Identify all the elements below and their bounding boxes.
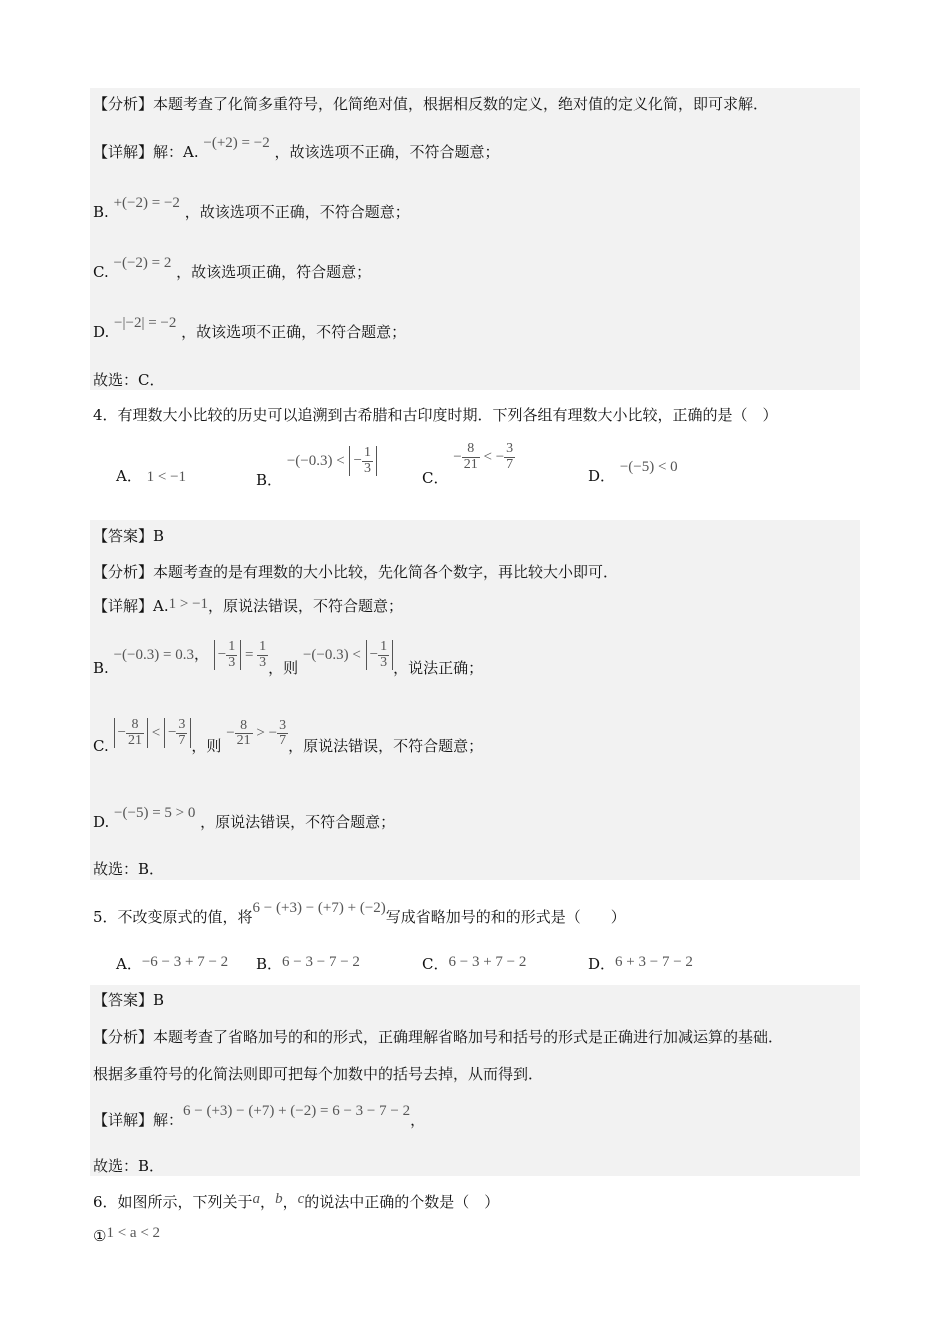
fraction-denominator: 3 (228, 654, 236, 670)
fraction-numerator: 1 (363, 445, 371, 460)
math-expression: − $\frac{8}{21}$ > − $\frac{3}{7}$ (226, 717, 287, 749)
detail-text: ，故该选项不正确，不符合题意； (274, 143, 500, 161)
detail-prefix: 【详解】解： (93, 1111, 184, 1129)
detail-3-d (93, 315, 407, 343)
q5-option-a[interactable] (116, 954, 228, 975)
absolute-value: − $\frac{1}{3}$ (366, 640, 393, 670)
analysis-4: 【分析】本题考查的是有理数的大小比较，先化简各个数字，再比较大小即可． (93, 563, 619, 581)
fraction-numerator: 1 (228, 639, 236, 654)
math-expression: 6 + 3 − 7 − 2 (615, 954, 693, 970)
fraction (257, 640, 268, 670)
fraction-numerator: 8 (235, 719, 253, 735)
fraction-denominator: 3 (380, 654, 388, 670)
math-expression: −(−5) = 5 > 0 (114, 805, 196, 821)
stem-suffix: 的说法中正确的个数是（ ） (304, 1193, 500, 1211)
analysis-3: 【分析】本题考查了化简多重符号，化简绝对值，根据相反数的定义，绝对值的定义化简，即可求解． (93, 95, 769, 113)
math-expression: −(−5) < 0 (619, 459, 678, 475)
math-expression: −(+2) = −2 (203, 135, 270, 151)
math-expression: 6 − 3 − 7 − 2 (282, 954, 360, 970)
fraction-denominator: 21 (463, 456, 478, 472)
equals-sign: = (241, 647, 258, 664)
fraction-numerator: 3 (178, 717, 186, 732)
fraction-denominator: 21 (236, 733, 251, 749)
math-expression: −(−0.3) = 0.3 (113, 647, 194, 664)
q5-option-d[interactable] (588, 954, 693, 975)
option-label: A． (116, 955, 142, 973)
question-4-stem: 4．有理数大小比较的历史可以追溯到古希腊和古印度时期．下列各组有理数大小比较，正确的是（ ） (93, 406, 778, 424)
math-expression: − $\frac{8}{21}$ < − $\frac{3}{7}$ (453, 441, 514, 472)
option-label: C． (422, 468, 449, 487)
fraction-numerator: 8 (126, 718, 144, 734)
fraction-denominator: 21 (127, 732, 142, 748)
question-5-stem (93, 900, 626, 928)
detail-then: ，则 (268, 659, 299, 678)
q4-option-d[interactable] (588, 459, 678, 485)
option-label: D． (588, 467, 616, 485)
question-6-item-1 (93, 1226, 160, 1247)
fraction-numerator: 1 (259, 639, 267, 654)
detail-text: ，故该选项正确，符合题意； (176, 263, 372, 281)
item-marker: ① (93, 1227, 107, 1245)
detail-text: ，说法正确； (393, 659, 484, 678)
option-label: B. (93, 203, 109, 221)
separator: ， (282, 1193, 298, 1211)
detail-3-a (93, 135, 500, 163)
fraction-numerator: 3 (279, 717, 287, 733)
option-label: D. (93, 323, 110, 341)
q5-option-b[interactable] (256, 954, 360, 975)
detail-text: ，原说法错误，不符合题意； (200, 813, 396, 831)
detail-4-b: B. −(−0.3) = 0.3， − $\frac{1}{3}$ = $\frac{1}{3}$ ，则 −(−0.3) < − $\frac{1}{3}$ ，说法正确； (93, 639, 484, 678)
detail-3-c (93, 255, 372, 283)
fraction-denominator: 7 (506, 456, 514, 472)
stem-prefix: 6．如图所示，下列关于 (93, 1193, 253, 1211)
math-expression: 6 − (+3) − (+7) + (−2) = 6 − 3 − 7 − 2 (183, 1103, 411, 1119)
detail-4-c (93, 718, 483, 758)
fraction-denominator: 3 (363, 460, 371, 476)
absolute-value: − $\frac{1}{3}$ (349, 446, 376, 476)
detail-4-d (93, 805, 396, 833)
choose-4: 故选：B． (93, 860, 165, 878)
detail-text: ，原说法错误，不符合题意； (288, 737, 484, 756)
absolute-value: − $\frac{3}{7}$ (164, 718, 191, 748)
detail-text: ，故该选项不正确，不符合题意； (184, 203, 410, 221)
detail-5 (93, 1103, 426, 1131)
choose-3: 故选：C． (93, 371, 165, 389)
stem-prefix: 5．不改变原式的值，将 (93, 908, 253, 926)
math-expression: −(−0.3) < (286, 453, 345, 470)
stem-suffix: 写成省略加号的和的形式是（ ） (385, 908, 626, 926)
option-label: B． (256, 471, 283, 490)
choose-5: 故选：B． (93, 1157, 165, 1175)
math-expression: 1 < −1 (146, 469, 187, 485)
math-expression: −(−0.3) < (302, 647, 361, 664)
math-expression: 1 < a < 2 (106, 1225, 161, 1241)
detail-text: ，故该选项不正确，不符合题意； (181, 323, 407, 341)
fraction-numerator: 1 (380, 639, 388, 654)
option-label: C. (93, 263, 109, 281)
variable-a: a (252, 1191, 261, 1207)
detail-text: ，原说法错误，不符合题意； (208, 597, 404, 615)
absolute-value: − $\frac{1}{3}$ (214, 640, 241, 670)
variable-c: c (297, 1191, 305, 1207)
answer-4: 【答案】B (93, 527, 165, 545)
math-expression: +(−2) = −2 (113, 195, 180, 211)
variable-b: b (275, 1191, 283, 1207)
math-expression: −|−2| = −2 (114, 315, 177, 331)
question-6-stem (93, 1192, 499, 1213)
separator: ， (260, 1193, 276, 1211)
q4-option-a[interactable] (116, 466, 186, 487)
detail-prefix: 【详解】A. (93, 597, 169, 615)
fraction-denominator: 3 (259, 654, 267, 670)
option-label: C． (422, 955, 449, 973)
detail-then: ，则 (191, 737, 222, 756)
math-expression: 1 > −1 (168, 596, 209, 612)
solution-block-3 (90, 88, 860, 390)
detail-prefix: 【详解】解：A. (93, 143, 199, 161)
q4-option-b[interactable] (256, 445, 377, 490)
option-label: B. (93, 659, 109, 678)
option-label: D. (93, 813, 110, 831)
option-label: A． (116, 467, 142, 485)
math-expression: −(−2) = 2 (113, 255, 172, 271)
detail-4-a (93, 596, 403, 617)
analysis-5-line-2: 根据多重符号的化简法则即可把每个加数中的括号去掉，从而得到． (93, 1065, 544, 1083)
analysis-5-line-1: 【分析】本题考查了省略加号的和的形式，正确理解省略加号和括号的形式是正确进行加减运算的基础． (93, 1028, 784, 1046)
less-than-sign: < (147, 725, 164, 742)
detail-3-b (93, 195, 410, 223)
answer-5: 【答案】B (93, 991, 165, 1009)
absolute-value: − $\frac{8}{21}$ (114, 718, 148, 748)
fraction-numerator: 3 (506, 441, 514, 456)
fraction-denominator: 7 (178, 732, 186, 748)
option-label: B． (256, 955, 283, 973)
math-expression: 6 − (+3) − (+7) + (−2) (252, 900, 386, 916)
q5-option-c[interactable] (422, 954, 526, 975)
option-label: D． (588, 955, 616, 973)
math-expression: −6 − 3 + 7 − 2 (141, 954, 229, 970)
option-label: C. (93, 737, 109, 756)
fraction-numerator: 8 (462, 442, 480, 458)
q4-option-c[interactable] (422, 441, 515, 487)
detail-suffix: ， (410, 1111, 426, 1129)
math-expression: 6 − 3 + 7 − 2 (448, 954, 527, 970)
fraction-denominator: 7 (279, 733, 287, 749)
